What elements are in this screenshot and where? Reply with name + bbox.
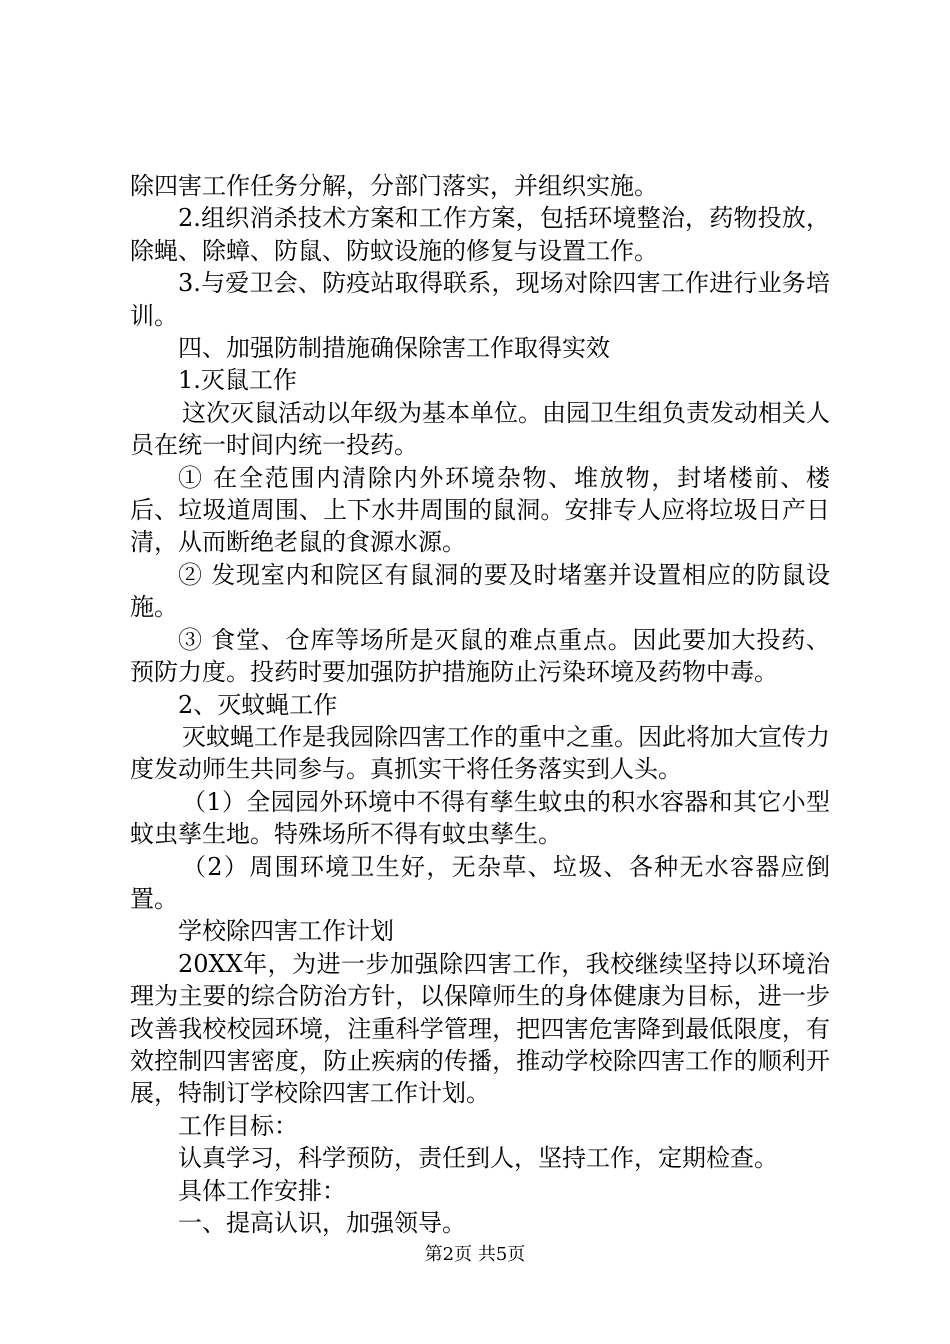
paragraph: 灭蚊蝇工作是我园除四害工作的重中之重。因此将加大宣传力度发动师生共同参与。真抓实干将任务落实到人头。: [130, 722, 830, 784]
subsection-heading: 1.灭鼠工作: [178, 366, 297, 395]
section-heading: 四、加强防制措施确保除害工作取得实效: [178, 334, 610, 363]
document-title: 学校除四害工作计划: [178, 917, 394, 946]
document-body: [130, 170, 830, 1239]
paragraph: 工作目标：: [178, 1111, 298, 1140]
section-heading: 一、提高认识，加强领导。: [178, 1209, 466, 1237]
paragraph: ① 在全范围内清除内外环境杂物、堆放物，封堵楼前、楼后、垃圾道周围、上下水井周围的鼠洞。安排专人应将垃圾日产日清，从而断绝老鼠的食源水源。: [130, 463, 830, 557]
page-number: 第2页 共5页: [424, 1244, 526, 1265]
paragraph: （1）全园园外环境中不得有孳生蚊虫的积水容器和其它小型蚊虫孳生地。特殊场所不得有蚊虫孳生。: [130, 787, 830, 849]
paragraph: 2.组织消杀技术方案和工作方案，包括环境整治，药物投放，除蝇、除蟑、防鼠、防蚊设施的修复与设置工作。: [130, 204, 830, 265]
paragraph: 认真学习，科学预防，责任到人，坚持工作，定期检查。: [178, 1144, 778, 1173]
paragraph: 具体工作安排：: [178, 1176, 346, 1205]
paragraph: 这次灭鼠活动以年级为基本单位。由园卫生组负责发动相关人员在统一时间内统一投药。: [130, 398, 830, 460]
paragraph: 除四害工作任务分解，分部门落实，并组织实施。: [130, 172, 658, 200]
paragraph: ③ 食堂、仓库等场所是灭鼠的难点重点。因此要加大投药、预防力度。投药时要加强防护措施防止污染环境及药物中毒。: [130, 625, 830, 687]
paragraph: ② 发现室内和院区有鼠洞的要及时堵塞并设置相应的防鼠设施。: [130, 560, 830, 622]
paragraph: （2）周围环境卫生好，无杂草、垃圾、各种无水容器应倒置。: [130, 852, 830, 913]
subsection-heading: 2、灭蚊蝇工作: [178, 690, 338, 719]
paragraph: 20XX年，为进一步加强除四害工作，我校继续坚持以环境治理为主要的综合防治方针，以保障师生的身体健康为目标，进一步改善我校校园环境，注重科学管理，把四害危害降到最低限度，有效控制四害密度，防止疾病的传播，推动学校除四害工作的顺利开展，特制订学校除四害工作计划。: [130, 949, 830, 1108]
paragraph: 3.与爱卫会、防疫站取得联系，现场对除四害工作进行业务培训。: [130, 269, 830, 330]
